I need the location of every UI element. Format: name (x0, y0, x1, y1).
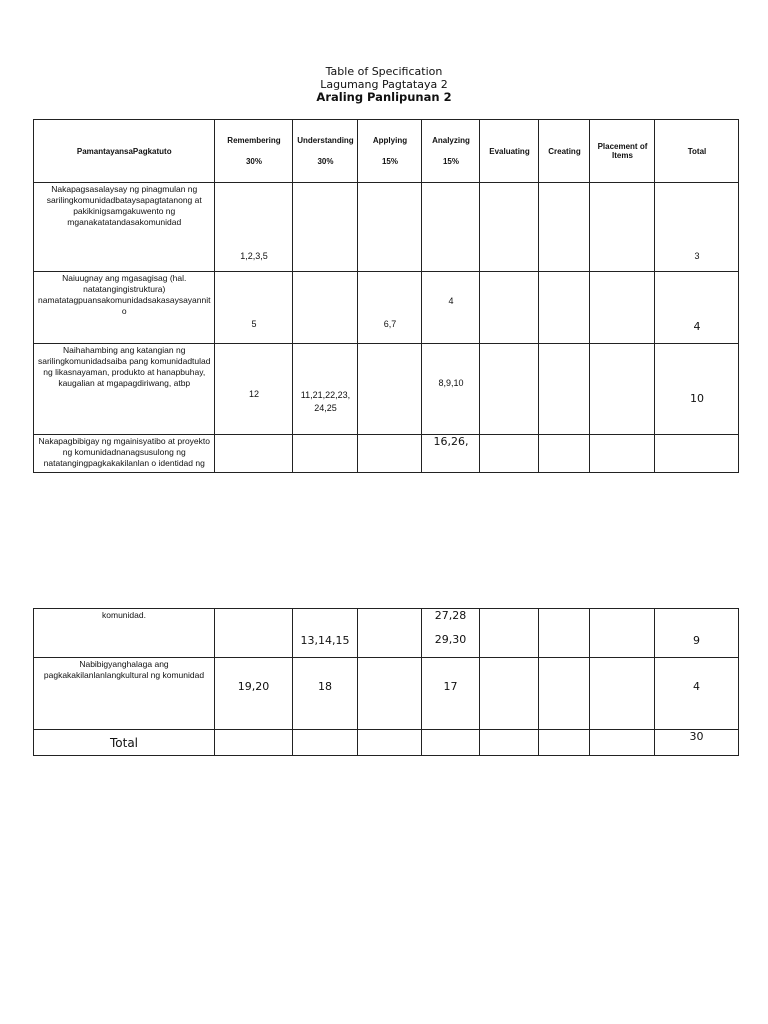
applying-cell (358, 730, 422, 756)
placement-cell (590, 183, 655, 272)
evaluating-cell (480, 730, 539, 756)
understanding-cell (293, 435, 358, 473)
remembering-cell: 19,20 (215, 658, 293, 730)
col-applying-label: Applying (372, 136, 408, 145)
creating-cell (539, 272, 590, 344)
col-total: Total (655, 120, 739, 183)
applying-cell (358, 435, 422, 473)
competency-cell: Nabibigyanghalaga ang pagkakakilanlanlangkultural ng komunidad (34, 658, 215, 730)
col-analyzing (422, 120, 480, 183)
analyzing-cell (422, 183, 480, 272)
remembering-cell (215, 435, 293, 473)
applying-cell (358, 183, 422, 272)
competency-cell: Naihahambing ang katangian ng sarilingkomunidadsaiba pang komunidadtulad ng likasnayaman, produkto at hanapbuhay, kaugalian at mgapagdiriwang, atbp (34, 344, 215, 435)
understanding-cell: 18 (293, 658, 358, 730)
col-applying-pct: 15% (381, 157, 398, 166)
understanding-cell (293, 183, 358, 272)
understanding-cell: 13,14,15 (293, 609, 358, 658)
placement-cell (590, 435, 655, 473)
col-understanding (293, 120, 358, 183)
analyzing-cell (422, 730, 480, 756)
table-row (34, 658, 739, 730)
col-remembering-pct: 30% (245, 157, 262, 166)
col-placement: Placement of Items (590, 120, 655, 183)
col-applying (358, 120, 422, 183)
analyzing-cell: 8,9,10 (422, 344, 480, 435)
evaluating-cell (480, 272, 539, 344)
remembering-cell (215, 730, 293, 756)
col-remembering-label: Remembering (227, 136, 281, 145)
col-understanding-label: Understanding (297, 136, 354, 145)
grand-total-cell: 30 (655, 730, 739, 756)
evaluating-cell (480, 435, 539, 473)
total-cell: 9 (655, 609, 739, 658)
document-subtitle: Lagumang Pagtataya 2 (320, 78, 448, 91)
applying-cell: 6,7 (358, 272, 422, 344)
understanding-cell (293, 730, 358, 756)
table-row (34, 609, 739, 658)
creating-cell (539, 435, 590, 473)
creating-cell (539, 183, 590, 272)
analyzing-cell: 4 (422, 272, 480, 344)
placement-cell (590, 272, 655, 344)
analyzing-cell: 16,26, (422, 435, 480, 473)
evaluating-cell (480, 658, 539, 730)
creating-cell (539, 730, 590, 756)
applying-cell (358, 609, 422, 658)
total-row (34, 730, 739, 756)
competency-cell: Naiuugnay ang mgasagisag (hal. natatangingistruktura) namatatagpuansakomunidadsakasaysayannit o (34, 272, 215, 344)
competency-cell: komunidad. (34, 609, 215, 658)
total-cell: 4 (655, 658, 739, 730)
total-row-label: Total (34, 730, 215, 756)
header-row (34, 120, 739, 183)
creating-cell (539, 609, 590, 658)
creating-cell (539, 658, 590, 730)
total-cell (655, 435, 739, 473)
col-analyzing-label: Analyzing (432, 136, 470, 145)
evaluating-cell (480, 344, 539, 435)
remembering-cell: 1,2,3,5 (215, 183, 293, 272)
remembering-cell: 5 (215, 272, 293, 344)
subject-title: Araling Panlipunan 2 (316, 90, 452, 104)
evaluating-cell (480, 609, 539, 658)
total-cell: 4 (655, 272, 739, 344)
remembering-cell (215, 609, 293, 658)
analyzing-items: 29,30 (434, 633, 467, 646)
evaluating-cell (480, 183, 539, 272)
placement-cell (590, 344, 655, 435)
col-competency: PamantayansaPagkatuto (34, 120, 215, 183)
creating-cell (539, 344, 590, 435)
col-remembering (215, 120, 293, 183)
total-cell: 3 (655, 183, 739, 272)
remembering-cell: 12 (215, 344, 293, 435)
competency-cell: Nakapagbibigay ng mgainisyatibo at proyekto ng komunidadnanagsusulong ng natatangingpagkakakilanlan o identidad ng (34, 435, 215, 473)
col-understanding-pct: 30% (317, 157, 334, 166)
table-row (34, 272, 739, 344)
analyzing-items-top: 27,28 (434, 609, 467, 622)
applying-cell (358, 658, 422, 730)
col-creating: Creating (539, 120, 590, 183)
analyzing-cell (422, 609, 480, 658)
specification-table-continued (33, 608, 739, 756)
table-row (34, 183, 739, 272)
table-row (34, 344, 739, 435)
understanding-cell: 11,21,22,23, 24,25 (293, 344, 358, 435)
placement-cell (590, 609, 655, 658)
document-title: Table of Specification (325, 65, 443, 78)
analyzing-cell: 17 (422, 658, 480, 730)
understanding-cell (293, 272, 358, 344)
total-cell: 10 (655, 344, 739, 435)
col-evaluating: Evaluating (480, 120, 539, 183)
applying-cell (358, 344, 422, 435)
table-row (34, 435, 739, 473)
competency-cell: Nakapagsasalaysay ng pinagmulan ng sarilingkomunidadbataysapagtatanong at pakikinigsamgakuwento ng mganakatatandasakomunidad (34, 183, 215, 272)
document-header (0, 65, 768, 104)
specification-table (33, 119, 739, 473)
col-analyzing-pct: 15% (442, 157, 459, 166)
placement-cell (590, 658, 655, 730)
placement-cell (590, 730, 655, 756)
